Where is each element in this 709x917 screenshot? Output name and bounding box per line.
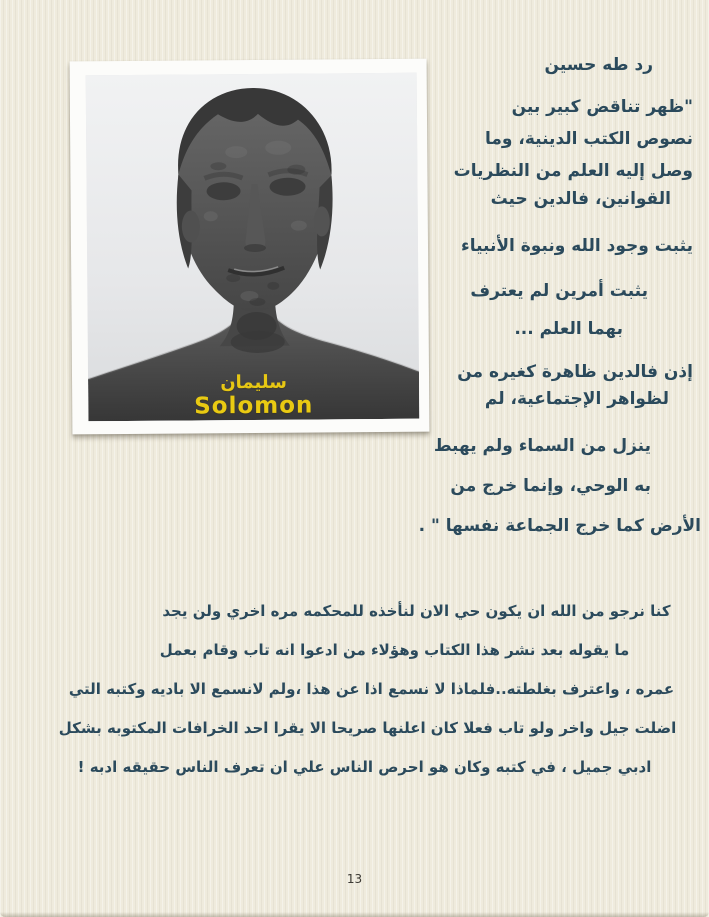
quote-line: وصل إليه العلم من النظريات (453, 161, 693, 181)
quote-line: إذن فالدين ظاهرة كغيره من (457, 362, 693, 382)
body-paragraph (30, 592, 679, 787)
quote-column (391, 54, 701, 537)
paragraph-line: اضلت جيل واخر ولو تاب فعلا كان اعلنها صريحا الا يقرا احد الخرافات المكتوبه بشكل (58, 719, 677, 737)
quote-line: لظواهر الإجتماعية، لم (484, 389, 669, 409)
page-title: رد طه حسين (544, 55, 653, 75)
quote-line: القوانين، فالدين حيث (490, 189, 671, 209)
quote-line: "ظهر تناقض كبير بين (511, 97, 693, 117)
photo-frame (70, 59, 430, 435)
quote-line: ينزل من السماء ولم يهبط (433, 436, 651, 456)
paragraph-line: كنا نرجو من الله ان يكون حي الان لنأخذه للمحكمه مره اخري ولن يجد (162, 602, 671, 620)
paragraph-line: عمره ، واعترف بغلطته..فلماذا لا نسمع اذا عن هذا ،ولم لانسمع الا باديه وكتبه التي (68, 680, 675, 698)
paragraph-line: ادبي جميل ، في كتبه وكان هو احرص الناس علي ان تعرف الناس حقيقه ادبه ! (77, 758, 652, 776)
photo-caption-english: Solomon (194, 392, 314, 420)
mummy-photo-illustration (86, 73, 420, 422)
quote-line: يثبت وجود الله ونبوة الأنبياء (461, 236, 693, 256)
quote-line: يثبت أمرين لم يعترف (470, 281, 648, 301)
quote-line: بهما العلم ... (514, 319, 623, 339)
paragraph-line: ما يقوله بعد نشر هذا الكتاب وهؤلاء من ادعوا انه تاب وقام بعمل (159, 641, 630, 659)
mummy-photo (86, 73, 420, 422)
quote-line: الأرض كما خرج الجماعة نفسها " . (418, 516, 701, 536)
quote-line: نصوص الكتب الدينية، وما (485, 129, 693, 149)
photo-captions (88, 373, 419, 422)
quote-line: به الوحي، وإنما خرج من (450, 476, 651, 496)
photo-caption-arabic: سليمان (220, 371, 287, 394)
page-number: 13 (346, 872, 363, 886)
